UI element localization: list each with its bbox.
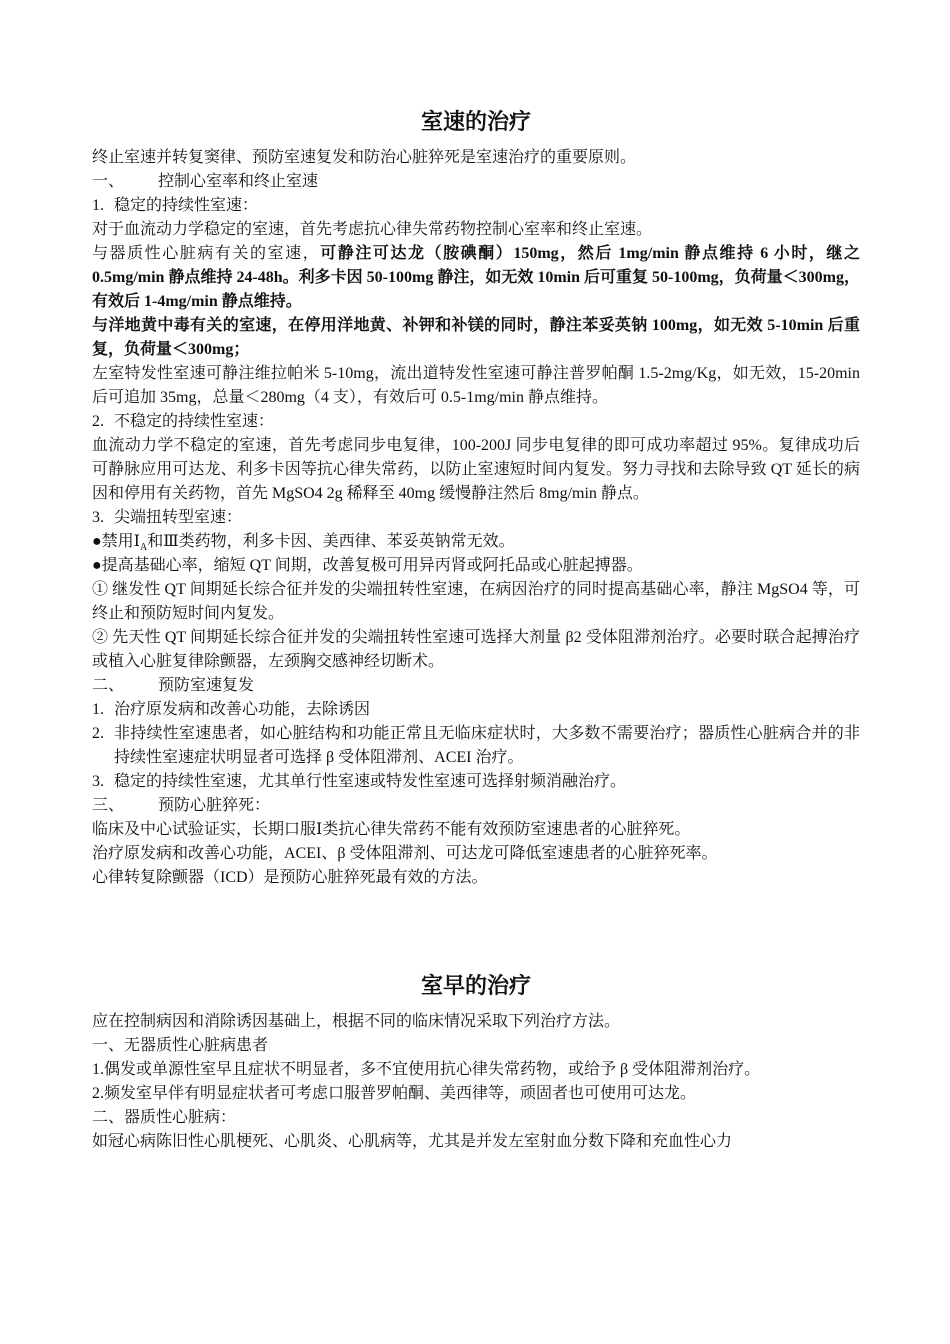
paragraph-organic-heart-disease: 如冠心病陈旧性心肌梗死、心肌炎、心肌病等，尤其是并发左室射血分数下降和充血性心力 — [92, 1133, 733, 1150]
heading-number: 三、 — [92, 797, 125, 814]
paragraph-frequent-pvc: 2.频发室早伴有明显症状者可考虑口服普罗帕酮、美西律等，顽固者也可使用可达龙。 — [92, 1085, 697, 1102]
subheading-stable-vt — [92, 194, 860, 218]
heading-text: 预防心脏猝死： — [158, 797, 271, 814]
heading-text: 控制心室率和终止室速 — [158, 173, 319, 190]
heading-number: 一、 — [92, 173, 125, 190]
section1-intro: 终止室速并转复窦律、预防室速复发和防治心脏猝死是室速治疗的重要原则。 — [92, 149, 637, 166]
subheading-torsades — [92, 506, 860, 530]
list-item — [92, 770, 860, 794]
paragraph-mortality-reduction: 治疗原发病和改善心功能，ACEI、β 受体阻滞剂、可达龙可降低室速患者的心脏猝死率。 — [92, 845, 718, 862]
section2-title: 室早的治疗 — [420, 974, 531, 999]
list-text: 不稳定的持续性室速： — [114, 413, 275, 430]
list-number: 2. — [92, 725, 104, 742]
list-number: 2. — [92, 413, 104, 430]
paragraph-trial-evidence: 临床及中心试验证实，长期口服Ⅰ类抗心律失常药不能有效预防室速患者的心脏猝死。 — [92, 821, 691, 838]
section1-heading-2 — [92, 674, 860, 698]
paragraph-lead: 与器质性心脏病有关的室速， — [92, 245, 321, 262]
section1-heading-1 — [92, 170, 860, 194]
list-text: 治疗原发病和改善心功能，去除诱因 — [114, 701, 371, 718]
bullet-item: ●提高基础心率，缩短 QT 间期，改善复极可用异丙肾或阿托品或心脏起搏器。 — [92, 557, 643, 574]
list-text: 非持续性室速患者，如心脏结构和功能正常且无临床症状时，大多数不需要治疗；器质性心脏病合并的非持续性室速症状明显者可选择 β 受体阻滞剂、ACEI 治疗。 — [114, 725, 860, 766]
section1-title: 室速的治疗 — [420, 110, 531, 135]
paragraph-occasional-pvc: 1.偶发或单源性室早且症状不明显者，多不宜使用抗心律失常药物，或给予 β 受体阻滞剂治疗。 — [92, 1061, 761, 1078]
paragraph-idiopathic-vt: 左室特发性室速可静注维拉帕米 5-10mg，流出道特发性室速可静注普罗帕酮 1.5-2mg/Kg，如无效，15-20min 后可追加 35mg，总量＜280mg（4 支），有效后可 0.5-1mg/min 静点维持。 — [92, 365, 860, 406]
heading-text: 预防室速复发 — [158, 677, 255, 694]
section2-heading-1: 一、无器质性心脏病患者 — [92, 1037, 269, 1054]
list-item — [92, 722, 860, 770]
list-number: 3. — [92, 509, 104, 526]
subscript: A — [140, 542, 148, 554]
circled-item-1: ① 继发性 QT 间期延长综合征并发的尖端扭转性室速，在病因治疗的同时提高基础心率，静注 MgSO4 等，可终止和预防短时间内复发。 — [92, 581, 860, 622]
paragraph-digitalis-vt: 与洋地黄中毒有关的室速，在停用洋地黄、补钾和补镁的同时，静注苯妥英钠 100mg，如无效 5-10min 后重复，负荷量＜300mg； — [92, 317, 860, 358]
paragraph-stable-vt: 对于血流动力学稳定的室速，首先考虑抗心律失常药物控制心室率和终止室速。 — [92, 221, 653, 238]
list-item — [92, 698, 860, 722]
heading-number: 二、 — [92, 677, 125, 694]
list-number: 1. — [92, 197, 104, 214]
section1-heading-3 — [92, 794, 860, 818]
list-number: 1. — [92, 701, 104, 718]
bullet-item — [92, 530, 860, 554]
paragraph-organic-vt — [92, 242, 860, 314]
section2-intro: 应在控制病因和消除诱因基础上，根据不同的临床情况采取下列治疗方法。 — [92, 1013, 621, 1030]
list-number: 3. — [92, 773, 104, 790]
list-text: 稳定的持续性室速，尤其单行性室速或特发性室速可选择射频消融治疗。 — [114, 773, 627, 790]
subheading-unstable-vt — [92, 410, 860, 434]
paragraph-unstable-vt: 血流动力学不稳定的室速，首先考虑同步电复律，100-200J 同步电复律的即可成功率超过 95%。复律成功后可静脉应用可达龙、利多卡因等抗心律失常药，以防止室速短时间内复发。努力寻找和去除导致 QT 延长的病因和停用有关药物，首先 MgSO4 2g 稀释至 40mg 缓慢静注然后 8mg/min 静点。 — [92, 437, 860, 502]
paragraph-icd: 心律转复除颤器（ICD）是预防心脏猝死最有效的方法。 — [92, 869, 488, 886]
paragraph-bold-dosage: 可静注可达龙（胺碘酮）150mg，然后 1mg/min 静点维持 6 小时，继之 0.5mg/min 静点维持 24-48h。利多卡因 50-100mg 静注，如无效 10min 后可重复 50-100mg，负荷量＜300mg，有效后 1-4mg/min 静点维持。 — [92, 245, 860, 310]
circled-item-2: ② 先天性 QT 间期延长综合征并发的尖端扭转性室速可选择大剂量 β2 受体阻滞剂治疗。必要时联合起搏治疗或植入心脏复律除颤器，左颈胸交感神经切断术。 — [92, 629, 860, 670]
list-text: 稳定的持续性室速： — [114, 197, 259, 214]
document-page — [92, 108, 860, 1154]
section2-heading-2: 二、器质性心脏病： — [92, 1109, 237, 1126]
list-text: 尖端扭转型室速： — [114, 509, 243, 526]
bullet-text: ●禁用Ⅰ — [92, 533, 140, 550]
bullet-text: 和Ⅲ类药物，利多卡因、美西律、苯妥英钠常无效。 — [147, 533, 515, 550]
